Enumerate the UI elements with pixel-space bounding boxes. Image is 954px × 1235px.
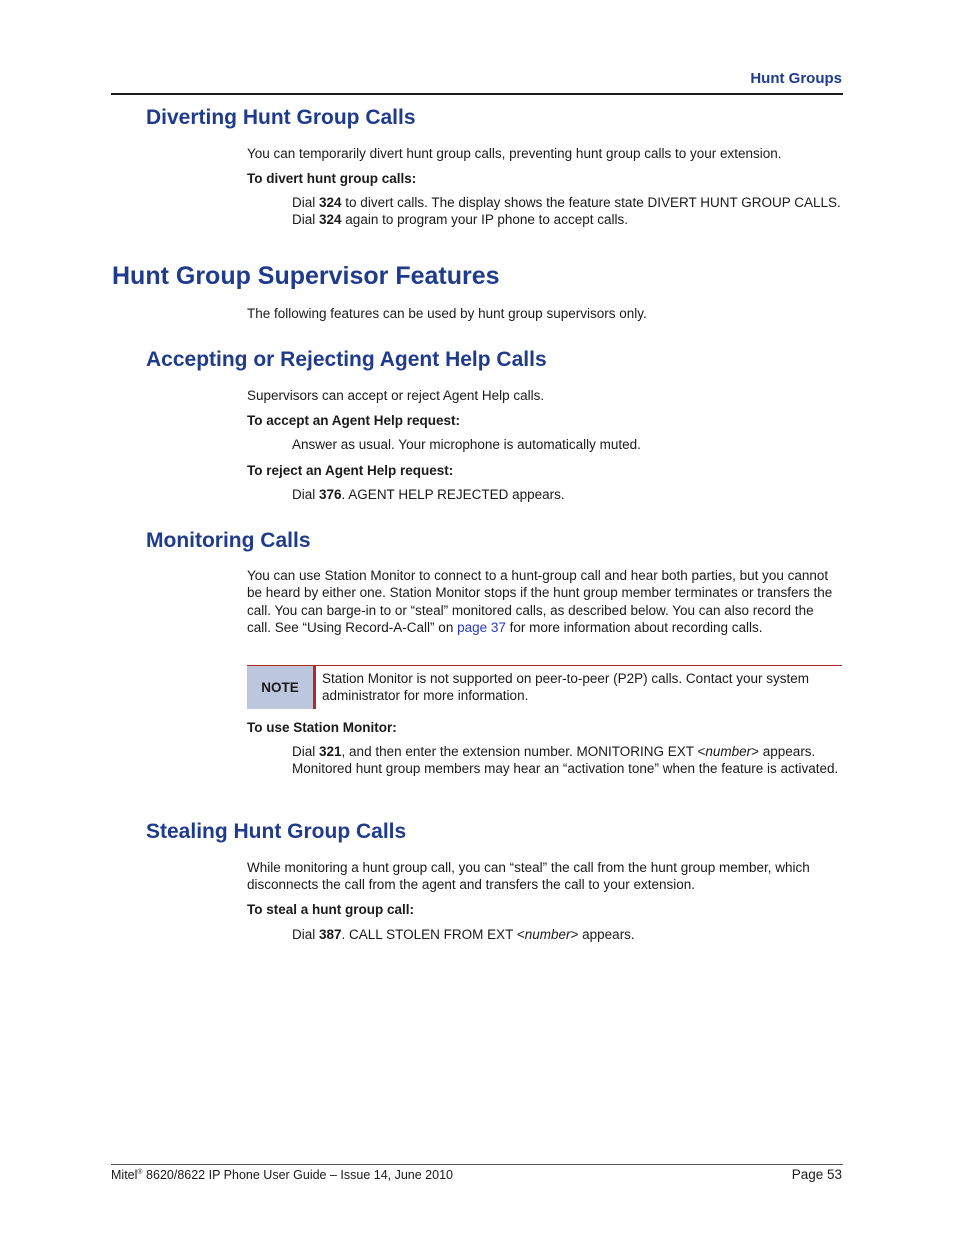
stealing-intro: While monitoring a hunt group call, you can “steal” the call from the hunt group member, which disconnects the call from the agent and transfers the call to your extension. <box>247 860 810 893</box>
running-header: Hunt Groups <box>750 70 842 87</box>
note-accent-bar <box>313 666 316 709</box>
code-376: 376 <box>319 487 342 502</box>
header-divider <box>111 93 843 95</box>
heading-diverting: Diverting Hunt Group Calls <box>146 106 416 129</box>
note-label: NOTE <box>247 666 313 709</box>
heading-stealing: Stealing Hunt Group Calls <box>146 820 407 843</box>
steal-step: Dial 387. CALL STOLEN FROM EXT <number> appears. <box>292 927 635 942</box>
agent-help-intro: Supervisors can accept or reject Agent Help calls. <box>247 388 545 403</box>
heading-monitoring: Monitoring Calls <box>146 529 311 552</box>
heading-supervisor-features: Hunt Group Supervisor Features <box>112 262 500 290</box>
page-number: Page 53 <box>791 1167 842 1182</box>
heading-agent-help: Accepting or Rejecting Agent Help Calls <box>146 348 547 371</box>
code-321: 321 <box>319 744 342 759</box>
steal-step-label: To steal a hunt group call: <box>247 902 415 917</box>
diverting-intro: You can temporarily divert hunt group calls, preventing hunt group calls to your extension. <box>247 146 782 161</box>
supervisor-intro: The following features can be used by hunt group supervisors only. <box>247 306 647 321</box>
diverting-step: Dial 324 to divert calls. The display shows the feature state DIVERT HUNT GROUP CALLS. Dial 324 again to program your IP phone to accept calls. <box>292 195 841 228</box>
code-387: 387 <box>319 927 342 942</box>
note-text: Station Monitor is not supported on peer-to-peer (P2P) calls. Contact your system administrator for more information. <box>322 671 809 704</box>
reject-step: Dial 376. AGENT HELP REJECTED appears. <box>292 487 565 502</box>
monitoring-intro: You can use Station Monitor to connect to a hunt-group call and hear both parties, but you cannot be heard by either one. Station Monitor stops if the hunt group member terminates or transfers the call. You can barge-in to or “steal” monitored calls, as described below. You can also record the call. See “Using Record-A-Call” on page 37 for more information about recording calls. <box>247 568 833 635</box>
diverting-step-label: To divert hunt group calls: <box>247 171 417 186</box>
note-box <box>247 665 842 709</box>
code-324: 324 <box>319 195 342 210</box>
code-324-again: 324 <box>319 212 342 228</box>
reject-label: To reject an Agent Help request: <box>247 463 454 478</box>
accept-label: To accept an Agent Help request: <box>247 413 461 428</box>
monitor-step: Dial 321, and then enter the extension number. MONITORING EXT <number> appears. Monitored hunt group members may hear an “activation tone” when the feature is activated. <box>292 744 839 777</box>
footer-guide-title: Mitel® 8620/8622 IP Phone User Guide – Issue 14, June 2010 <box>111 1168 453 1182</box>
monitor-step-label: To use Station Monitor: <box>247 720 397 735</box>
page-37-link[interactable]: page 37 <box>457 619 506 635</box>
footer-divider <box>111 1164 843 1165</box>
accept-step: Answer as usual. Your microphone is automatically muted. <box>292 437 641 452</box>
